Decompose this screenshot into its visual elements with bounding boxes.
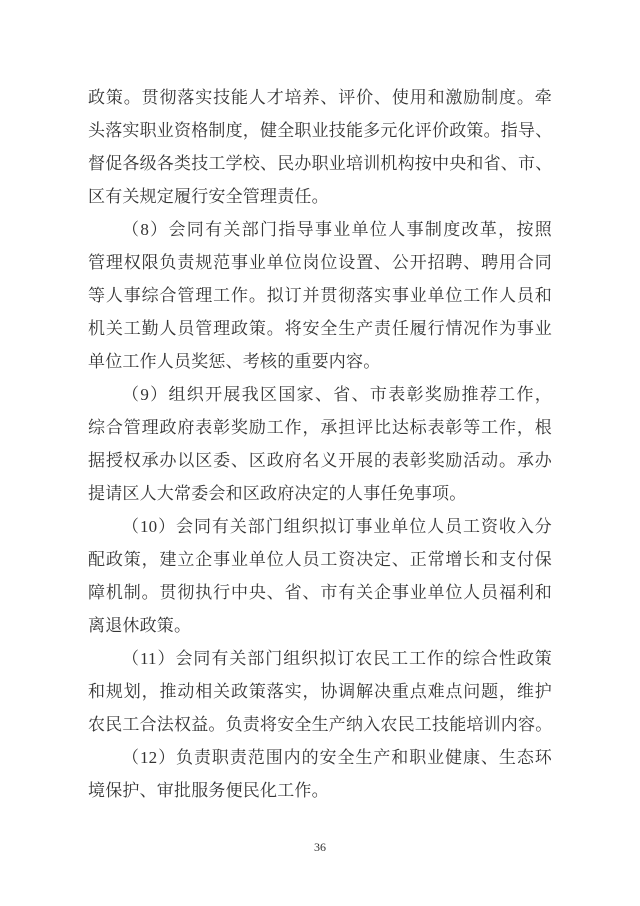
text-line: （8）会同有关部门指导事业单位人事制度改革，按照: [122, 220, 552, 239]
text-line: （10）会同有关部门组织拟订事业单位人员工资收入分: [122, 517, 552, 536]
text-line: 政策。贯彻落实技能人才培养、评价、使用和激励制度。牵: [88, 88, 552, 107]
paragraph: [88, 510, 552, 642]
text-line: 区有关规定履行安全管理责任。: [88, 187, 329, 206]
text-line: 农民工合法权益。负责将安全生产纳入农民工技能培训内容。: [88, 715, 552, 734]
paragraph: [88, 213, 552, 378]
text-line: 配政策，建立企事业单位人员工资决定、正常增长和支付保: [88, 550, 552, 569]
text-line: 机关工勤人员管理政策。将安全生产责任履行情况作为事业: [88, 319, 552, 338]
text-line: 单位工作人员奖惩、考核的重要内容。: [88, 352, 381, 371]
text-line: 障机制。贯彻执行中央、省、市有关企事业单位人员福利和: [88, 583, 552, 602]
paragraph: [88, 378, 552, 510]
text-line: （12）负责职责范围内的安全生产和职业健康、生态环: [122, 748, 552, 767]
text-line: 境保护、审批服务便民化工作。: [88, 781, 329, 800]
text-line: 综合管理政府表彰奖励工作，承担评比达标表彰等工作，根: [88, 418, 552, 437]
text-line: 管理权限负责规范事业单位岗位设置、公开招聘、聘用合同: [88, 253, 552, 272]
text-line: 和规划，推动相关政策落实，协调解决重点难点问题，维护: [88, 682, 552, 701]
paragraph: [88, 81, 552, 213]
text-line: 头落实职业资格制度，健全职业技能多元化评价政策。指导、: [88, 121, 552, 140]
text-line: 据授权承办以区委、区政府名义开展的表彰奖励活动。承办: [88, 451, 552, 470]
document-body: [88, 81, 552, 807]
text-line: （9）组织开展我区国家、省、市表彰奖励推荐工作，: [122, 385, 552, 404]
text-line: 离退休政策。: [88, 616, 192, 635]
paragraph: [88, 642, 552, 741]
text-line: 督促各级各类技工学校、民办职业培训机构按中央和省、市、: [88, 154, 552, 173]
paragraph: [88, 741, 552, 807]
text-line: （11）会同有关部门组织拟订农民工工作的综合性政策: [122, 649, 552, 668]
text-line: 提请区人大常委会和区政府决定的人事任免事项。: [88, 484, 467, 503]
page-number: 36: [314, 840, 326, 854]
text-line: 等人事综合管理工作。拟订并贯彻落实事业单位工作人员和: [88, 286, 552, 305]
